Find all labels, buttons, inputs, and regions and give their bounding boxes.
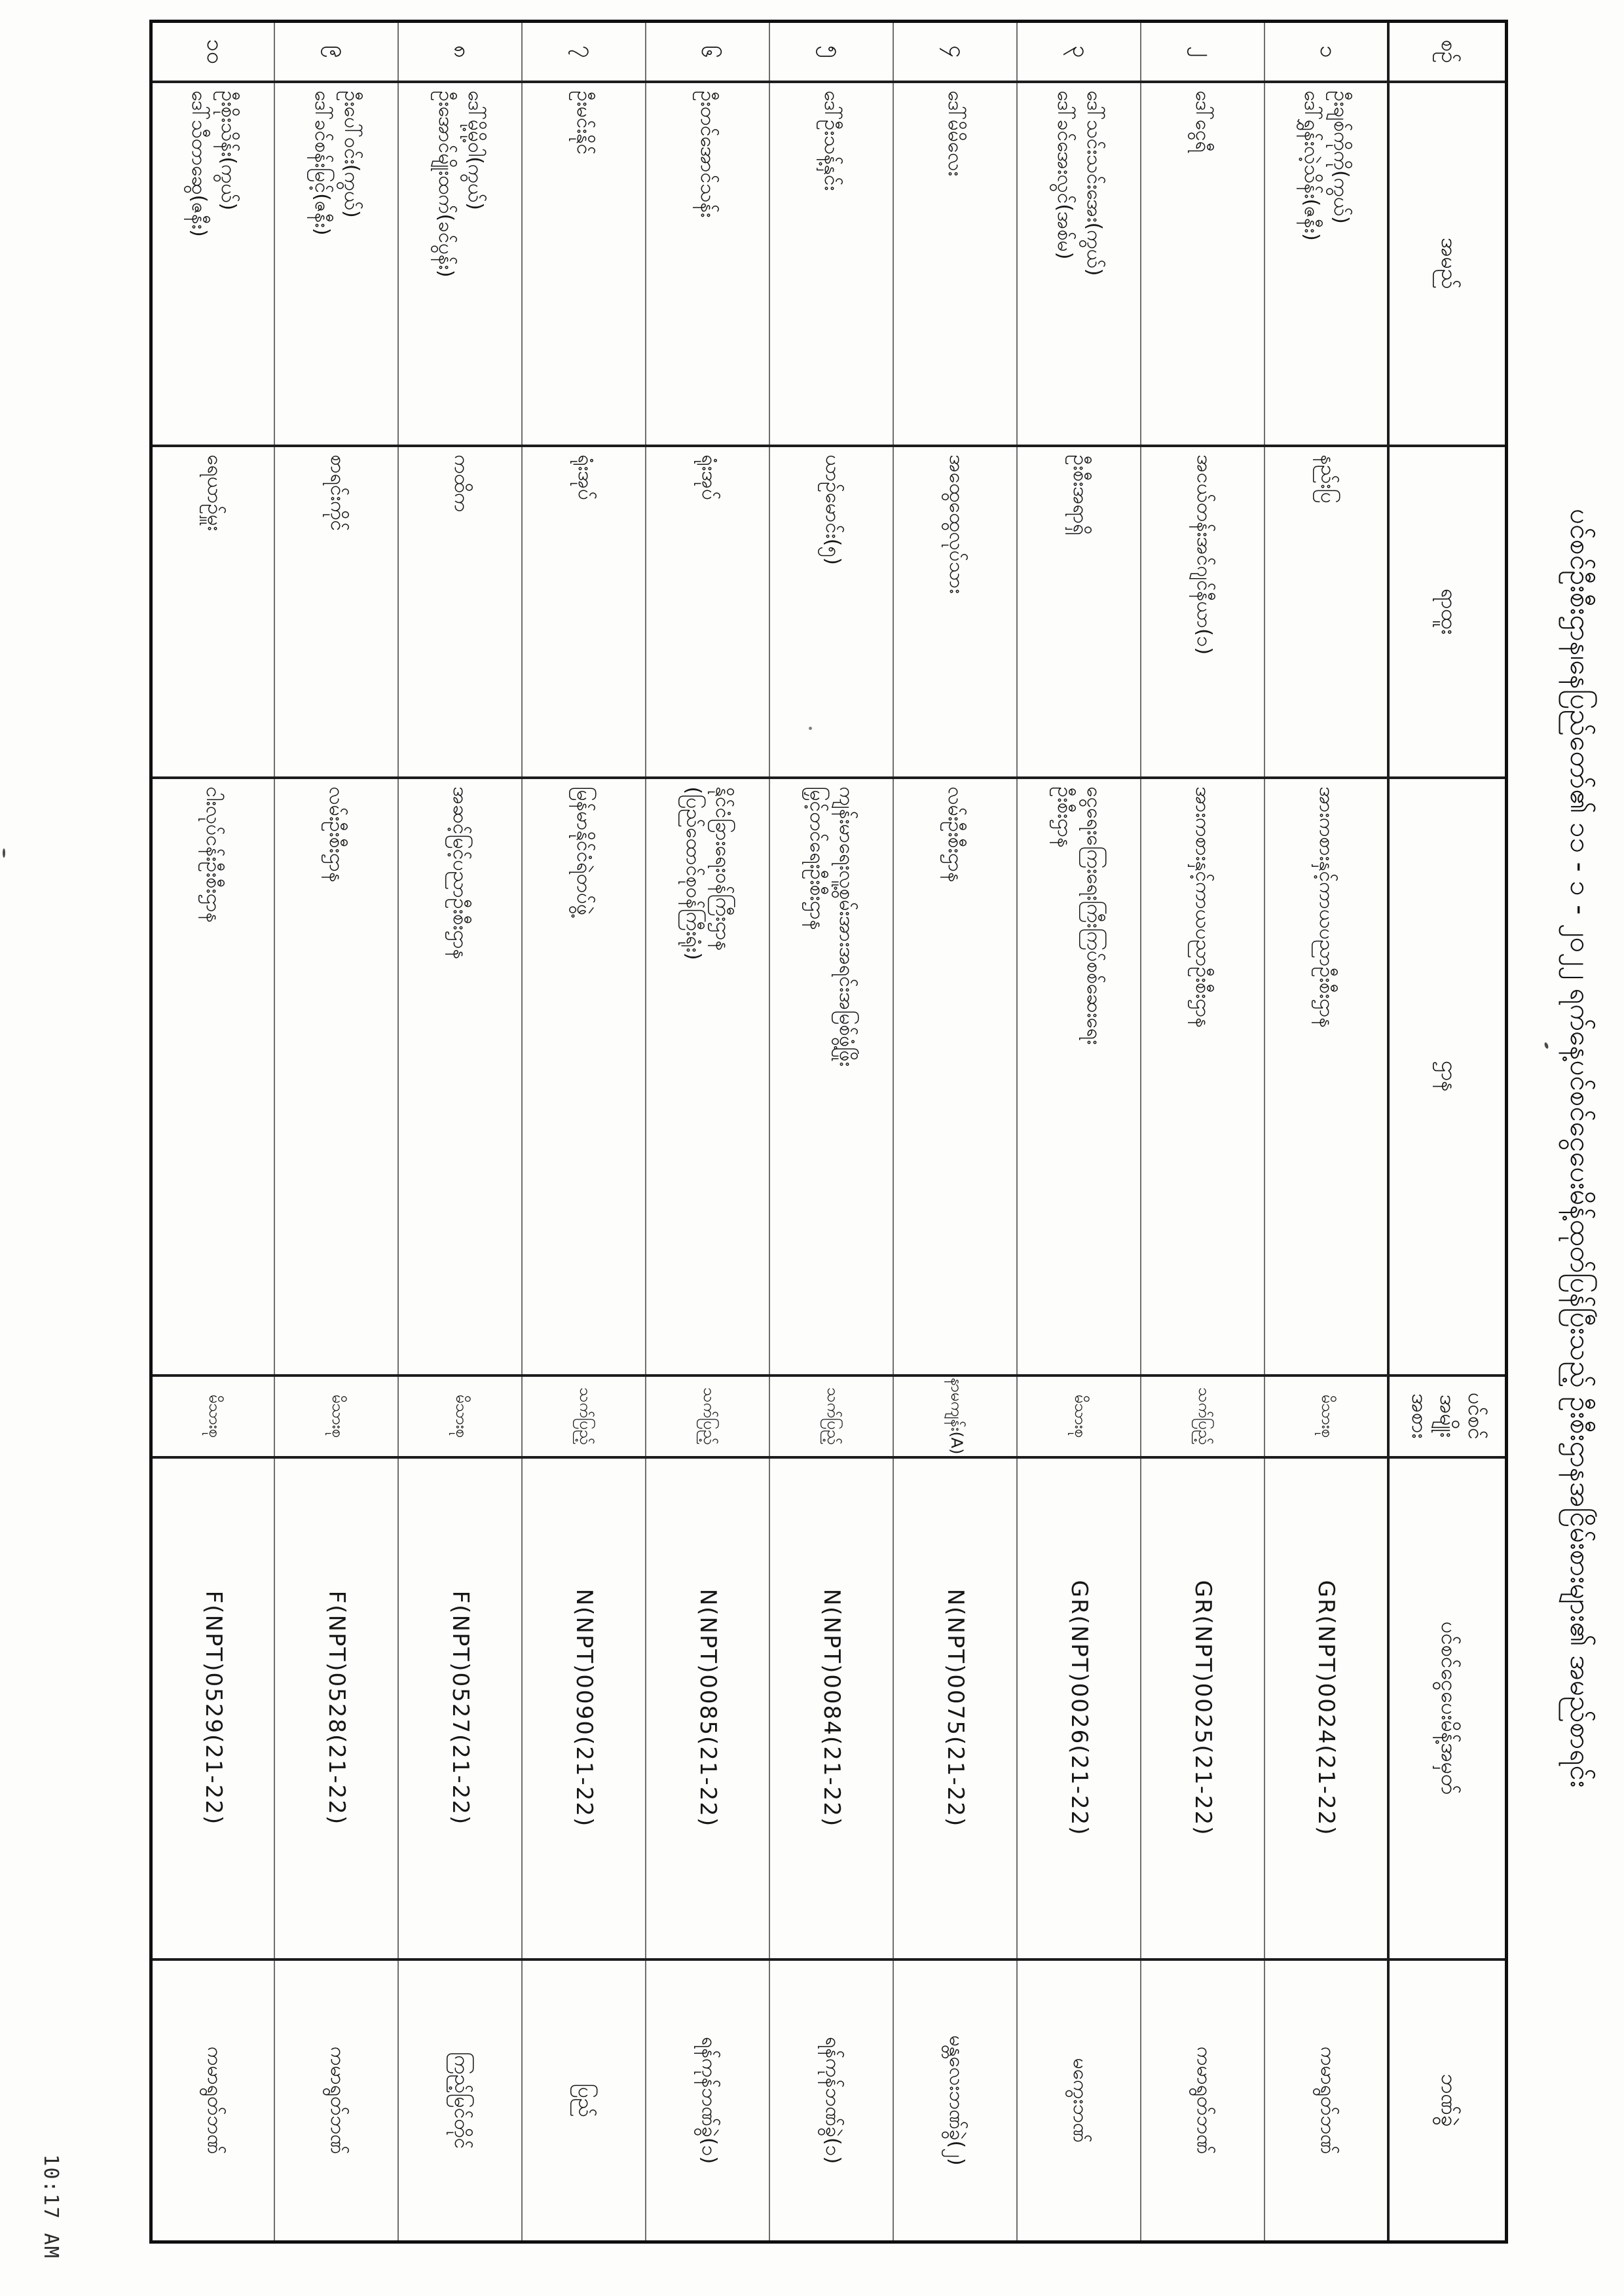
cell-text-line: ဦးချစ်ကိုကို(ကွယ်): [1329, 90, 1353, 224]
table-row: [1265, 22, 1389, 2242]
cell-pension-type: သက်ပြည့်: [523, 1376, 646, 1457]
cell-bank-branch: ကမာရွတ်ဘဏ်: [1265, 1959, 1389, 2242]
cell-department: [523, 778, 646, 1376]
cell-no: ၆: [646, 22, 770, 82]
cell-text-line: ဦးတင်အောင်သန်း: [696, 90, 720, 218]
cell-bank-branch: ကမာရွတ်ဘဏ်: [1141, 1959, 1265, 2242]
cell-department: [1018, 778, 1141, 1376]
cell-name: [399, 82, 523, 446]
cell-payment-order-no: F(NPT)0528(21-22): [275, 1457, 399, 1959]
cell-payment-order-no: N(NPT)0075(21-22): [894, 1457, 1018, 1959]
cell-text-line: ငါးလုပ်ငန်းဦးစီးဌာန: [202, 786, 225, 923]
scan-artifact-speck: [809, 727, 812, 730]
table-row: [523, 22, 646, 2242]
cell-payment-order-no: N(NPT)0090(21-22): [523, 1457, 646, 1959]
table-body: [151, 22, 1389, 2242]
cell-name: [523, 82, 646, 446]
cell-pension-type: သက်ပြည့်: [770, 1376, 894, 1457]
col-header-name: အမည်: [1389, 82, 1507, 446]
cell-bank-branch: ရန်ကုန်ဘဏ်ခွဲ(၁): [770, 1959, 894, 2242]
cell-payment-order-no: F(NPT)0527(21-22): [399, 1457, 523, 1959]
table-row: [151, 22, 275, 2242]
cell-name: [151, 82, 275, 446]
col-header-payment-order-no: ပင်စင်ငွေပေးမိန့်အမှတ်: [1389, 1457, 1507, 1959]
cell-text-line: ဒေါ်ရွှန်းလဲ့သိန်း(ဇနီး): [1300, 90, 1323, 241]
cell-pension-type: မိသားစု: [275, 1376, 399, 1457]
table-row: [1018, 22, 1141, 2242]
cell-department: [151, 778, 275, 1376]
pension-table: [149, 20, 1508, 2244]
table-row: [894, 22, 1018, 2242]
cell-pension-type: မိသားစု: [151, 1376, 275, 1457]
cell-department: [646, 778, 770, 1376]
cell-payment-order-no: GR(NPT)0025(21-22): [1141, 1457, 1265, 1959]
cell-text-line: ဒေါ်ခင်အေးလွင်(အစ်မ): [1053, 90, 1076, 260]
cell-payment-order-no: GR(NPT)0024(21-22): [1265, 1457, 1389, 1959]
cell-text-line: ဒေါ်ခင်စန်းမြင့်(ဇနီး): [310, 90, 333, 236]
cell-pension-type: မိသားစု: [1265, 1376, 1389, 1457]
cell-position: ယာဉ်မောင်း(၅): [770, 446, 894, 778]
cell-no: ၄: [894, 22, 1018, 82]
cell-text-line: ဒေါ်မို့မို့ဝါ(ကွယ်): [464, 90, 487, 210]
cell-position: စာရင်းကိုင်: [275, 446, 399, 778]
cell-text-line: အဆင့်မြင့်ပညာဦးစီးဌာန: [449, 786, 472, 960]
cell-text-line: ဒေါ်ငွေရီ: [1191, 90, 1215, 153]
cell-department: [1265, 778, 1389, 1376]
cell-no: ၃: [1018, 22, 1141, 82]
cell-text-line: ဒေါ်ဦးသန့်နှင်း: [820, 90, 843, 191]
cell-no: ၁၀: [151, 22, 275, 82]
cell-text-line: လမ်းဦးစီးဌာန: [325, 786, 348, 883]
table-row: [275, 22, 399, 2242]
table-row: [770, 22, 894, 2242]
cell-department: [399, 778, 523, 1376]
table-row: [1141, 22, 1265, 2242]
cell-position: ရုံးအုပ်: [646, 446, 770, 778]
cell-name: [770, 82, 894, 446]
cell-bank-branch: မကွေးဘဏ်: [1018, 1959, 1141, 2242]
cell-pension-type: သက်ပြည့်: [1141, 1376, 1265, 1457]
cell-department: [1141, 778, 1265, 1376]
cell-no: ၈: [399, 22, 523, 82]
cell-text-line: ဒေါ်သင်းသင်းအေး(ကွယ်): [1082, 90, 1105, 276]
cell-name: [894, 82, 1018, 446]
col-header-pension-type: [1389, 1376, 1507, 1457]
cell-text-line: ဦးပေါ်ဝင်း(ကွယ်): [340, 90, 363, 218]
cell-text-line: ဦးအောင်မျိုးထက်(ခင်ပွန်း): [434, 90, 457, 278]
cell-text-line: မြန်မာနိုင်ငံရဲတပ်ဖွဲ့: [572, 786, 596, 916]
cell-position: ကထိက: [399, 446, 523, 778]
cell-no: ၅: [770, 22, 894, 82]
cell-no: ၉: [275, 22, 399, 82]
cell-position: နည်းပြ: [1265, 446, 1389, 778]
cell-bank-branch: မန္တလေးဘဏ်ခွဲ(၂): [894, 1959, 1018, 2242]
cell-text-line: ဒေါ်သီတာဆွေ(ဇနီး): [187, 90, 210, 237]
cell-text-line: ဦးစီးဌာန: [1053, 786, 1076, 848]
scan-artifact-speck: [3, 848, 5, 858]
cell-position: ဦးစီးအရာရှိ: [1018, 446, 1141, 778]
cell-pension-type: နာမကျန်း(A): [894, 1376, 1018, 1457]
cell-no: ၇: [523, 22, 646, 82]
table-row: [399, 22, 523, 2242]
cell-pension-type: မိသားစု: [399, 1376, 523, 1457]
cell-position: အငယ်တန်းအင်ဂျင်နီယာ(၁): [1141, 446, 1265, 778]
cell-text-line: ဒေါ်မိမိလေး: [944, 90, 967, 177]
table-row: [646, 22, 770, 2242]
cell-bank-branch: ကမာရွတ်ဘဏ်: [275, 1959, 399, 2242]
cell-name: [275, 82, 399, 446]
cell-text-line: ငွေရေးကြေးရေးကြီးကြပ်စစ်ဆေးရေး: [1082, 786, 1105, 1045]
cell-department: [770, 778, 894, 1376]
cell-no: ၁: [1265, 22, 1389, 82]
cell-position: အထွေထွေလုပ်သား: [894, 446, 1018, 778]
cell-name: [1141, 82, 1265, 446]
cell-bank-branch: ရန်ကုန်ဘဏ်ခွဲ(၁): [646, 1959, 770, 2242]
cell-text-line: (ပြည်ထောင်စုဝန်ကြီးရုံး): [682, 786, 705, 960]
cell-position: ရေယာဉ်မှူး: [151, 446, 275, 778]
cell-text-line: ကျန်းမာရေးလူ့စွမ်းအားအရင်းအမြစ်ဖွံ့ဖြိုး: [835, 786, 858, 1067]
cell-text-line: အားကစားနှင့်ကာယပညာဦးစီးဌာန: [1191, 786, 1215, 1028]
col-header-bank-branch: ဘဏ်ခွဲ: [1389, 1959, 1507, 2242]
document-title: ပင်စင်ဦးစီးဌာန၊နေပြည်တော်၏ ၁၁ - ၁ - ၂၀၂၂ ရက်နေ့ပင်စင်ငွေပေးမိန့်ထုတ်ပြန်ပြီးသည့် ဦးစီးဌာနအငြိမ်းစားများ၏ အမည်စာရင်း: [1564, 508, 1596, 1788]
cell-name: [1265, 82, 1389, 446]
cell-bank-branch: ကမာရွတ်ဘဏ်: [151, 1959, 275, 2242]
cell-text-line: နိုင်ငံခြားရေးဝန်ကြီးဌာန: [711, 786, 734, 951]
col-header-department: ဌာန: [1389, 778, 1507, 1376]
cell-bank-branch: ကြည့်မြင်တိုင်: [399, 1959, 523, 2242]
cell-name: [646, 82, 770, 446]
cell-payment-order-no: GR(NPT)0026(21-22): [1018, 1457, 1141, 1959]
col-header-no: စဉ်: [1389, 22, 1507, 82]
cell-position: ရုံးအုပ်: [523, 446, 646, 778]
cell-payment-order-no: N(NPT)0084(21-22): [770, 1457, 894, 1959]
scan-timestamp: 10:17 AM: [39, 2154, 62, 2259]
cell-text-line: ဦးစိုးသိန်း(ကွယ်): [216, 90, 240, 211]
cell-pension-type: သက်ပြည့်: [646, 1376, 770, 1457]
col-header-pension-type-line1: ပင်စင်: [1464, 1393, 1489, 1440]
cell-department: [275, 778, 399, 1376]
cell-bank-branch: ပြည်: [523, 1959, 646, 2242]
cell-text-line: မြှင့်တင်ရေးဦးစီးဌာန: [805, 786, 828, 930]
cell-payment-order-no: F(NPT)0529(21-22): [151, 1457, 275, 1959]
col-header-pension-type-line2: အမျိုးအစား: [1407, 1393, 1460, 1439]
cell-text-line: အားကစားနှင့်ကာယပညာဦးစီးဌာန: [1315, 786, 1338, 1028]
cell-department: [894, 778, 1018, 1376]
cell-text-line: ဦးမင်းနိုင်: [572, 90, 596, 155]
cell-text-line: လမ်းဦးစီးဌာန: [944, 786, 967, 883]
col-header-position: ရာထူး: [1389, 446, 1507, 778]
cell-pension-type: မိသားစု: [1018, 1376, 1141, 1457]
table-header-row: [1389, 22, 1507, 2242]
cell-name: [1018, 82, 1141, 446]
cell-no: ၂: [1141, 22, 1265, 82]
scan-artifact-speck: [1543, 1042, 1549, 1049]
cell-payment-order-no: N(NPT)0085(21-22): [646, 1457, 770, 1959]
